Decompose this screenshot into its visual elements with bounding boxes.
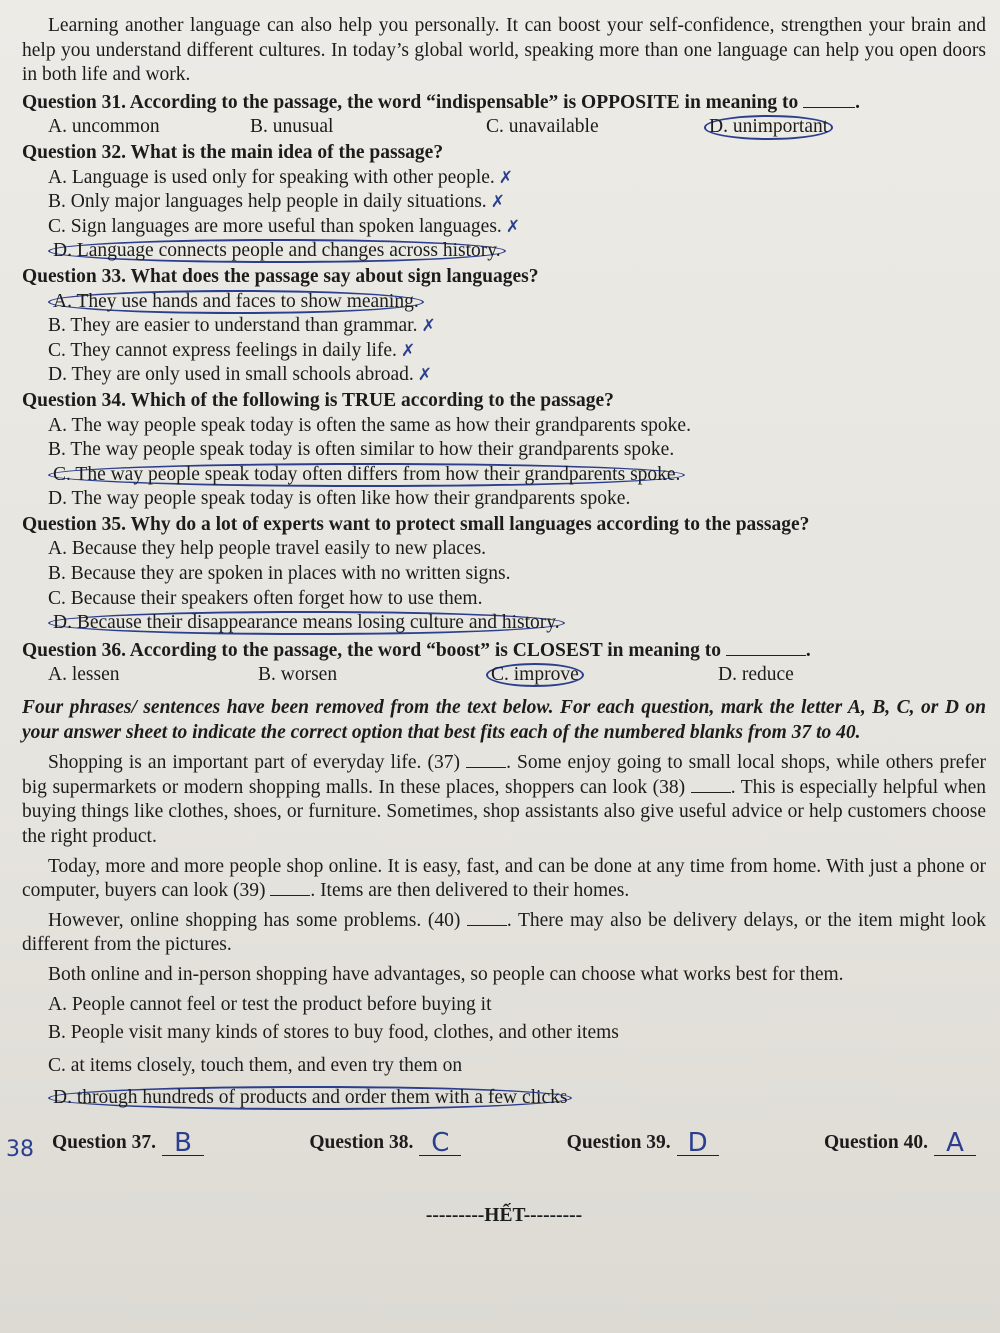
blank-37	[466, 751, 506, 768]
option-c: C. They cannot express feelings in daily life. ✗	[48, 339, 416, 361]
passage-paragraph-4: Both online and in-person shopping have advantages, so people can choose what works best for them.	[48, 963, 844, 985]
question-33-stem: Question 33. What does the passage say about sign languages?	[22, 265, 539, 287]
answer-38: Question 38. C	[309, 1131, 461, 1156]
option-a: A. The way people speak today is often the same as how their grandparents spoke.	[48, 414, 691, 436]
cross-mark-icon: ✗	[505, 216, 521, 237]
option-c: C. unavailable	[486, 116, 599, 138]
option-c-circled: C. The way people speak today often differs from how their grandparents spoke.	[48, 463, 685, 487]
option-a: A. lessen	[48, 664, 120, 686]
option-a-circled: A. They use hands and faces to show meaning.	[48, 290, 424, 314]
cross-mark-icon: ✗	[400, 340, 416, 361]
option-d: D. They are only used in small schools abroad. ✗	[48, 364, 432, 386]
cross-mark-icon: ✗	[490, 192, 505, 213]
option-c-circled: C. improve	[486, 663, 584, 687]
passage-paragraph-1: Shopping is an important part of everyday life. (37) . Some enjoy going to small local shops, while others prefer big supermarkets or modern shopping malls. In these places, shoppers can look (38) . This is especially helpful when buying things like clothes, shoes, or furniture. Sometimes, shop assistants also give useful advice or help customers choose the right product.	[22, 752, 986, 847]
fill-option-d-circled: D. through hundreds of products and order them with a few clicks	[48, 1086, 572, 1110]
passage-paragraph-3: However, online shopping has some problems. (40) . There may also be delivery delays, or the item might look different from the pictures.	[22, 909, 986, 956]
fill-option-b: B. People visit many kinds of stores to buy food, clothes, and other items	[48, 1022, 619, 1044]
option-a: A. uncommon	[48, 116, 160, 138]
option-c: C. Because their speakers often forget how to use them.	[48, 587, 483, 609]
option-a: A. Because they help people travel easily to new places.	[48, 538, 487, 560]
option-d: D. The way people speak today is often like how their grandparents spoke.	[48, 488, 631, 510]
blank	[726, 637, 806, 656]
handwritten-answer: D	[677, 1131, 719, 1156]
blank	[803, 89, 855, 108]
handwritten-answer: B	[162, 1131, 204, 1156]
shopping-passage	[22, 751, 986, 987]
question-36-options	[22, 663, 986, 688]
option-b: B. Because they are spoken in places with no written signs.	[48, 563, 511, 585]
question-36-stem: Question 36. According to the passage, the word “boost” is CLOSEST in meaning to .	[22, 637, 986, 664]
option-b: B. Only major languages help people in daily situations. ✗	[48, 191, 505, 213]
option-d	[22, 611, 986, 636]
option-b: B. They are easier to understand than grammar. ✗	[48, 315, 436, 337]
option-d-circled: D. Because their disappearance means losing culture and history.	[48, 611, 565, 635]
blank-38	[691, 776, 731, 793]
intro-paragraph: Learning another language can also help you personally. It can boost your self-confidence, strengthen your brain and help you understand different cultures. In today’s global world, speaking more than one language can help you open doors in both life and work.	[22, 15, 986, 86]
answer-40: Question 40. A	[824, 1131, 976, 1156]
question-32-stem: Question 32. What is the main idea of the passage?	[22, 141, 444, 163]
blank-39	[270, 879, 310, 896]
fill-option-a: A. People cannot feel or test the product before buying it	[48, 993, 492, 1015]
option-c	[22, 463, 986, 488]
option-d: D. reduce	[718, 664, 794, 686]
answer-39: Question 39. D	[567, 1131, 719, 1156]
instructions: Four phrases/ sentences have been removed from the text below. For each question, mark the letter A, B, C, or D on your answer sheet to indicate the correct option that best fits each of the numbered blanks from 37 to 40.	[22, 697, 986, 743]
option-d	[22, 239, 986, 264]
option-b: B. unusual	[250, 116, 334, 138]
question-31-options	[22, 115, 986, 140]
cross-mark-icon: ✗	[421, 316, 436, 337]
cross-mark-icon: ✗	[417, 365, 432, 386]
end-marker: ---------HẾT---------	[425, 1204, 583, 1226]
option-d-circled: D. Language connects people and changes across history.	[48, 239, 506, 263]
question-35-stem: Question 35. Why do a lot of experts want to protect small languages according to the passage?	[22, 513, 810, 535]
option-b: B. The way people speak today is often similar to how their grandparents spoke.	[48, 439, 675, 461]
handwritten-answer: C	[419, 1131, 461, 1156]
option-a: A. Language is used only for speaking with other people. ✗	[48, 166, 514, 188]
answer-row	[22, 1127, 986, 1158]
fill-option-d	[22, 1086, 986, 1111]
question-34-stem: Question 34. Which of the following is TRUE according to the passage?	[22, 389, 614, 411]
passage-paragraph-2: Today, more and more people shop online. It is easy, fast, and can be done at any time from home. With just a phone or computer, buyers can look (39) . Items are then delivered to their homes.	[22, 855, 986, 902]
blank-40	[467, 909, 507, 926]
handwritten-note-38: 38	[6, 1137, 34, 1162]
option-b: B. worsen	[258, 664, 338, 686]
handwritten-answer: A	[934, 1131, 976, 1156]
question-31-stem: Question 31. According to the passage, the word “indispensable” is OPPOSITE in meaning to .	[22, 89, 986, 116]
cross-mark-icon: ✗	[498, 167, 514, 188]
option-d-circled: D. unimportant	[704, 115, 833, 140]
option-a	[22, 290, 986, 315]
answer-37: Question 37. B	[52, 1131, 204, 1156]
option-c: C. Sign languages are more useful than spoken languages. ✗	[48, 215, 521, 237]
fill-option-c: C. at items closely, touch them, and even try them on	[48, 1054, 463, 1076]
